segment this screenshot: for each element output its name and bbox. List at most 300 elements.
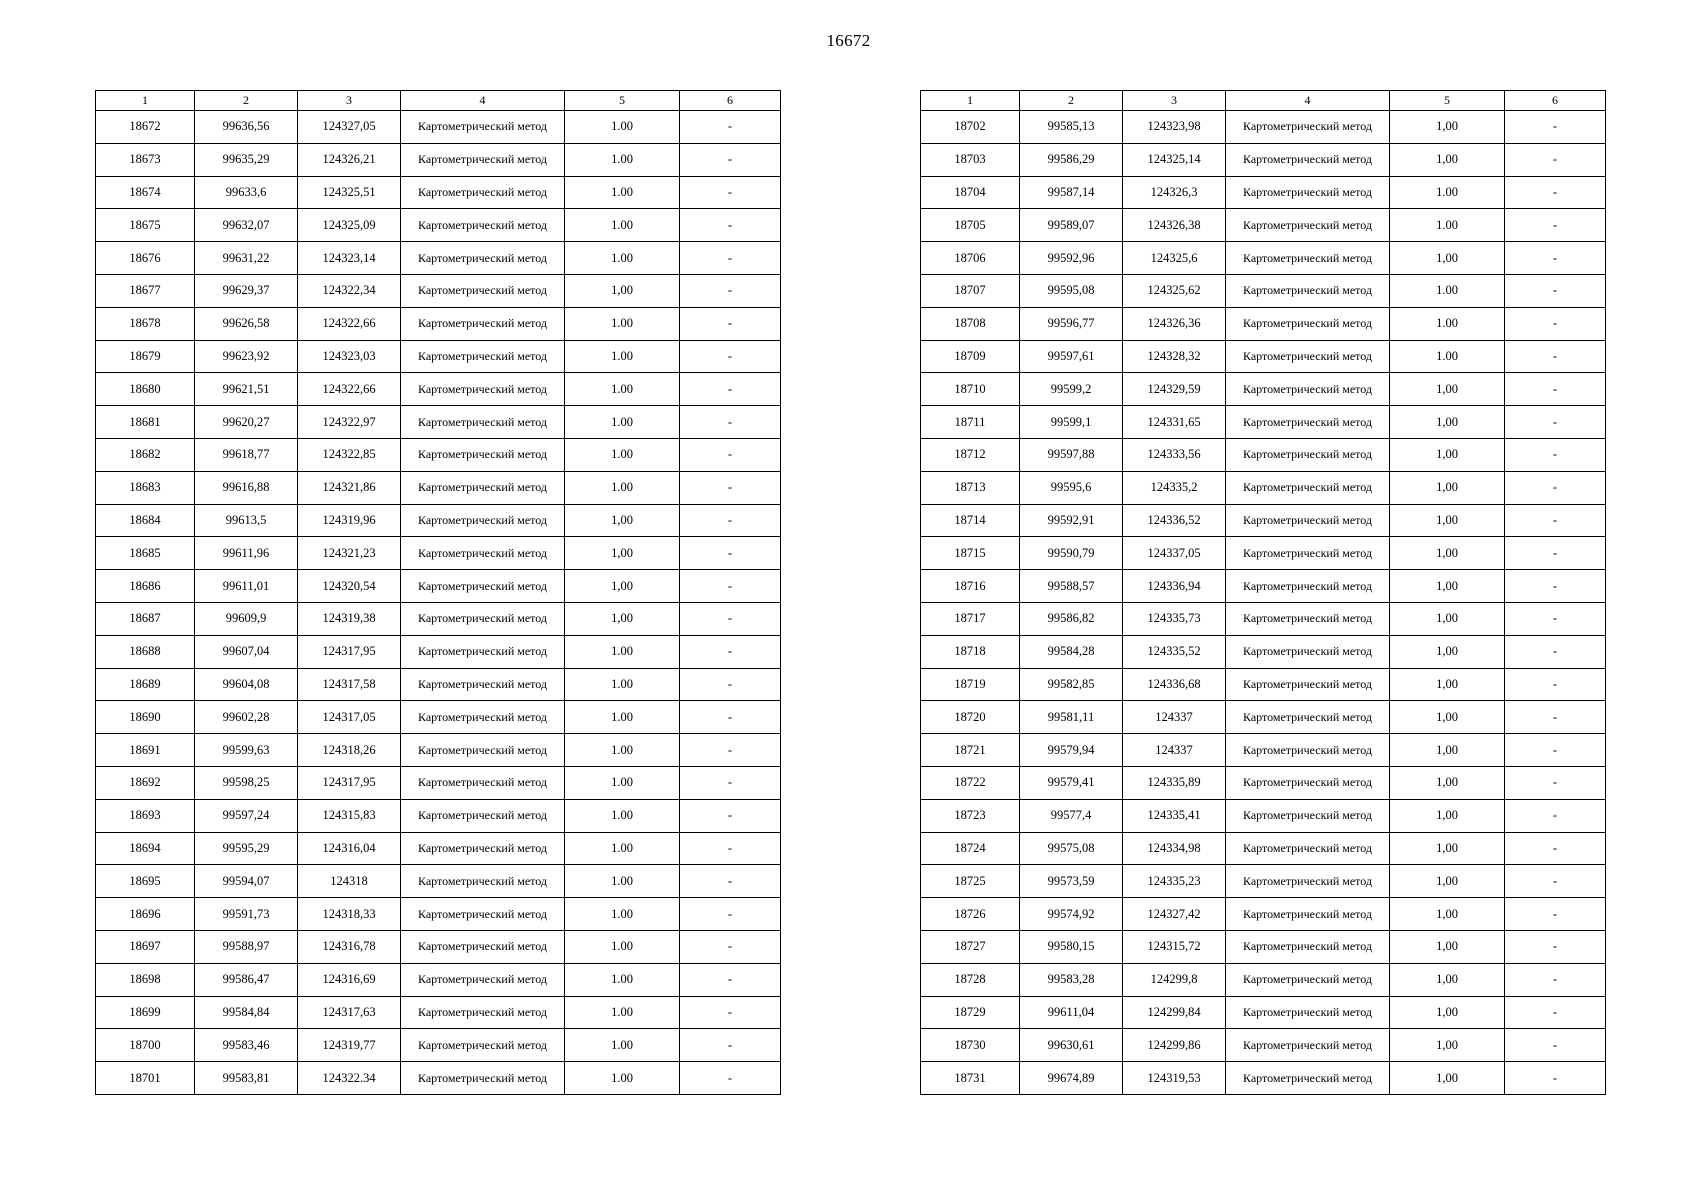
method-cell: Картометрический метод [401,209,565,242]
x-coordinate-cell: 99597,24 [195,799,298,832]
method-cell: Картометрический метод [1226,668,1390,701]
point-number-cell: 18679 [96,340,195,373]
x-coordinate-cell: 99635,29 [195,143,298,176]
accuracy-cell: 1.00 [565,1029,680,1062]
table-row [921,209,1606,242]
description-cell: - [680,471,781,504]
point-number-cell: 18701 [96,1062,195,1095]
y-coordinate-cell: 124336,68 [1123,668,1226,701]
description-cell: - [680,996,781,1029]
accuracy-cell: 1,00 [1390,406,1505,439]
method-cell: Картометрический метод [401,274,565,307]
y-coordinate-cell: 124318 [298,865,401,898]
table-header-row [921,91,1606,111]
method-cell: Картометрический метод [401,143,565,176]
x-coordinate-cell: 99594,07 [195,865,298,898]
y-coordinate-cell: 124328,32 [1123,340,1226,373]
point-number-cell: 18712 [921,438,1020,471]
x-coordinate-cell: 99577,4 [1020,799,1123,832]
y-coordinate-cell: 124331,65 [1123,406,1226,439]
y-coordinate-cell: 124319,77 [298,1029,401,1062]
column-header-2: 2 [195,91,298,111]
column-header-4: 4 [401,91,565,111]
accuracy-cell: 1,00 [1390,734,1505,767]
description-cell: - [680,209,781,242]
y-coordinate-cell: 124299,8 [1123,963,1226,996]
table-row [96,1029,781,1062]
accuracy-cell: 1.00 [1390,274,1505,307]
accuracy-cell: 1,00 [1390,799,1505,832]
y-coordinate-cell: 124335,89 [1123,766,1226,799]
method-cell: Картометрический метод [1226,865,1390,898]
coordinates-table-right [920,90,1606,1095]
y-coordinate-cell: 124325,14 [1123,143,1226,176]
point-number-cell: 18722 [921,766,1020,799]
x-coordinate-cell: 99607,04 [195,635,298,668]
method-cell: Картометрический метод [1226,1062,1390,1095]
description-cell: - [1505,176,1606,209]
table-row [96,930,781,963]
point-number-cell: 18727 [921,930,1020,963]
description-cell: - [680,668,781,701]
accuracy-cell: 1.00 [565,898,680,931]
x-coordinate-cell: 99636,56 [195,111,298,144]
y-coordinate-cell: 124335,41 [1123,799,1226,832]
point-number-cell: 18726 [921,898,1020,931]
y-coordinate-cell: 124336,52 [1123,504,1226,537]
accuracy-cell: 1,00 [1390,930,1505,963]
table-row [921,766,1606,799]
point-number-cell: 18708 [921,307,1020,340]
y-coordinate-cell: 124317,58 [298,668,401,701]
x-coordinate-cell: 99616,88 [195,471,298,504]
point-number-cell: 18676 [96,242,195,275]
point-number-cell: 18709 [921,340,1020,373]
column-header-5: 5 [1390,91,1505,111]
accuracy-cell: 1,00 [1390,471,1505,504]
description-cell: - [1505,865,1606,898]
accuracy-cell: 1,00 [1390,570,1505,603]
x-coordinate-cell: 99590,79 [1020,537,1123,570]
y-coordinate-cell: 124315,72 [1123,930,1226,963]
method-cell: Картометрический метод [401,766,565,799]
x-coordinate-cell: 99623,92 [195,340,298,373]
method-cell: Картометрический метод [1226,274,1390,307]
table-row [921,898,1606,931]
x-coordinate-cell: 99633,6 [195,176,298,209]
y-coordinate-cell: 124322,66 [298,307,401,340]
table-row [96,373,781,406]
accuracy-cell: 1.00 [565,176,680,209]
column-header-2: 2 [1020,91,1123,111]
point-number-cell: 18707 [921,274,1020,307]
point-number-cell: 18728 [921,963,1020,996]
y-coordinate-cell: 124317,63 [298,996,401,1029]
table-row [921,701,1606,734]
y-coordinate-cell: 124333,56 [1123,438,1226,471]
x-coordinate-cell: 99674,89 [1020,1062,1123,1095]
y-coordinate-cell: 124316,04 [298,832,401,865]
method-cell: Картометрический метод [1226,635,1390,668]
y-coordinate-cell: 124317,95 [298,635,401,668]
method-cell: Картометрический метод [401,799,565,832]
column-header-6: 6 [680,91,781,111]
table-row [921,471,1606,504]
accuracy-cell: 1,00 [1390,438,1505,471]
accuracy-cell: 1.00 [565,635,680,668]
table-row [96,209,781,242]
x-coordinate-cell: 99599,63 [195,734,298,767]
accuracy-cell: 1,00 [565,274,680,307]
x-coordinate-cell: 99573,59 [1020,865,1123,898]
y-coordinate-cell: 124319,53 [1123,1062,1226,1095]
accuracy-cell: 1,00 [1390,537,1505,570]
column-header-4: 4 [1226,91,1390,111]
point-number-cell: 18699 [96,996,195,1029]
method-cell: Картометрический метод [401,504,565,537]
point-number-cell: 18717 [921,602,1020,635]
y-coordinate-cell: 124317,05 [298,701,401,734]
table-row [921,537,1606,570]
point-number-cell: 18684 [96,504,195,537]
table-row [96,898,781,931]
y-coordinate-cell: 124327,42 [1123,898,1226,931]
description-cell: - [680,438,781,471]
y-coordinate-cell: 124325,6 [1123,242,1226,275]
y-coordinate-cell: 124322.34 [298,1062,401,1095]
x-coordinate-cell: 99631,22 [195,242,298,275]
point-number-cell: 18675 [96,209,195,242]
y-coordinate-cell: 124317,95 [298,766,401,799]
table-row [96,307,781,340]
accuracy-cell: 1.00 [565,963,680,996]
description-cell: - [680,143,781,176]
description-cell: - [1505,766,1606,799]
method-cell: Картометрический метод [1226,438,1390,471]
table-row [921,307,1606,340]
coordinates-table-left [95,90,781,1095]
description-cell: - [1505,832,1606,865]
method-cell: Картометрический метод [401,176,565,209]
accuracy-cell: 1.00 [565,734,680,767]
table-row [96,274,781,307]
method-cell: Картометрический метод [401,865,565,898]
method-cell: Картометрический метод [401,930,565,963]
table-row [921,570,1606,603]
description-cell: - [1505,1062,1606,1095]
point-number-cell: 18677 [96,274,195,307]
description-cell: - [1505,635,1606,668]
x-coordinate-cell: 99588,97 [195,930,298,963]
y-coordinate-cell: 124318,33 [298,898,401,931]
x-coordinate-cell: 99586,82 [1020,602,1123,635]
column-header-1: 1 [96,91,195,111]
table-row [921,176,1606,209]
x-coordinate-cell: 99579,94 [1020,734,1123,767]
point-number-cell: 18730 [921,1029,1020,1062]
point-number-cell: 18697 [96,930,195,963]
method-cell: Картометрический метод [401,635,565,668]
y-coordinate-cell: 124337,05 [1123,537,1226,570]
x-coordinate-cell: 99581,11 [1020,701,1123,734]
accuracy-cell: 1,00 [1390,1029,1505,1062]
table-row [96,668,781,701]
x-coordinate-cell: 99586,29 [1020,143,1123,176]
method-cell: Картометрический метод [1226,701,1390,734]
description-cell: - [680,406,781,439]
description-cell: - [680,766,781,799]
y-coordinate-cell: 124315,83 [298,799,401,832]
point-number-cell: 18687 [96,602,195,635]
x-coordinate-cell: 99597,61 [1020,340,1123,373]
x-coordinate-cell: 99575,08 [1020,832,1123,865]
table-row [96,537,781,570]
method-cell: Картометрический метод [401,340,565,373]
x-coordinate-cell: 99609,9 [195,602,298,635]
x-coordinate-cell: 99597,88 [1020,438,1123,471]
y-coordinate-cell: 124322,66 [298,373,401,406]
x-coordinate-cell: 99602,28 [195,701,298,734]
method-cell: Картометрический метод [401,438,565,471]
y-coordinate-cell: 124335,52 [1123,635,1226,668]
point-number-cell: 18721 [921,734,1020,767]
method-cell: Картометрический метод [401,701,565,734]
x-coordinate-cell: 99586,47 [195,963,298,996]
description-cell: - [680,242,781,275]
method-cell: Картометрический метод [1226,340,1390,373]
y-coordinate-cell: 124325,51 [298,176,401,209]
y-coordinate-cell: 124326,3 [1123,176,1226,209]
table-row [921,406,1606,439]
y-coordinate-cell: 124337 [1123,734,1226,767]
description-cell: - [1505,734,1606,767]
accuracy-cell: 1,00 [565,537,680,570]
description-cell: - [1505,701,1606,734]
method-cell: Картометрический метод [1226,373,1390,406]
y-coordinate-cell: 124323,14 [298,242,401,275]
method-cell: Картометрический метод [1226,799,1390,832]
method-cell: Картометрический метод [1226,734,1390,767]
point-number-cell: 18698 [96,963,195,996]
table-row [96,734,781,767]
x-coordinate-cell: 99583,28 [1020,963,1123,996]
x-coordinate-cell: 99599,2 [1020,373,1123,406]
table-row [921,143,1606,176]
description-cell: - [1505,307,1606,340]
accuracy-cell: 1,00 [1390,668,1505,701]
method-cell: Картометрический метод [1226,406,1390,439]
accuracy-cell: 1,00 [1390,602,1505,635]
x-coordinate-cell: 99584,28 [1020,635,1123,668]
x-coordinate-cell: 99629,37 [195,274,298,307]
x-coordinate-cell: 99632,07 [195,209,298,242]
method-cell: Картометрический метод [1226,176,1390,209]
table-row [921,832,1606,865]
y-coordinate-cell: 124316,78 [298,930,401,963]
accuracy-cell: 1,00 [1390,701,1505,734]
method-cell: Картометрический метод [401,996,565,1029]
description-cell: - [680,602,781,635]
point-number-cell: 18703 [921,143,1020,176]
method-cell: Картометрический метод [1226,832,1390,865]
description-cell: - [1505,898,1606,931]
y-coordinate-cell: 124318,26 [298,734,401,767]
point-number-cell: 18692 [96,766,195,799]
x-coordinate-cell: 99595,08 [1020,274,1123,307]
accuracy-cell: 1,00 [1390,996,1505,1029]
table-row [96,242,781,275]
point-number-cell: 18685 [96,537,195,570]
description-cell: - [680,373,781,406]
table-row [921,996,1606,1029]
table-row [921,111,1606,144]
accuracy-cell: 1,00 [1390,373,1505,406]
point-number-cell: 18693 [96,799,195,832]
y-coordinate-cell: 124299,86 [1123,1029,1226,1062]
description-cell: - [1505,209,1606,242]
method-cell: Картометрический метод [1226,930,1390,963]
accuracy-cell: 1.00 [565,406,680,439]
table-row [96,111,781,144]
table-row [921,1029,1606,1062]
method-cell: Картометрический метод [401,242,565,275]
point-number-cell: 18691 [96,734,195,767]
accuracy-cell: 1.00 [565,111,680,144]
y-coordinate-cell: 124320,54 [298,570,401,603]
x-coordinate-cell: 99584,84 [195,996,298,1029]
x-coordinate-cell: 99611,04 [1020,996,1123,1029]
accuracy-cell: 1.00 [565,373,680,406]
table-row [921,865,1606,898]
accuracy-cell: 1,00 [565,504,680,537]
table-row [96,766,781,799]
description-cell: - [680,963,781,996]
description-cell: - [1505,602,1606,635]
accuracy-cell: 1.00 [565,209,680,242]
point-number-cell: 18678 [96,307,195,340]
table-row [921,504,1606,537]
method-cell: Картометрический метод [401,898,565,931]
x-coordinate-cell: 99620,27 [195,406,298,439]
description-cell: - [1505,930,1606,963]
accuracy-cell: 1.00 [565,996,680,1029]
y-coordinate-cell: 124323,03 [298,340,401,373]
method-cell: Картометрический метод [1226,602,1390,635]
method-cell: Картометрический метод [1226,143,1390,176]
accuracy-cell: 1.00 [565,930,680,963]
column-header-5: 5 [565,91,680,111]
y-coordinate-cell: 124322,97 [298,406,401,439]
accuracy-cell: 1,00 [1390,1062,1505,1095]
table-row [96,832,781,865]
description-cell: - [680,898,781,931]
x-coordinate-cell: 99592,96 [1020,242,1123,275]
method-cell: Картометрический метод [401,537,565,570]
table-row [921,602,1606,635]
x-coordinate-cell: 99621,51 [195,373,298,406]
x-coordinate-cell: 99589,07 [1020,209,1123,242]
accuracy-cell: 1.00 [1390,176,1505,209]
x-coordinate-cell: 99574,92 [1020,898,1123,931]
table-row [96,602,781,635]
method-cell: Картометрический метод [401,111,565,144]
y-coordinate-cell: 124337 [1123,701,1226,734]
y-coordinate-cell: 124325,62 [1123,274,1226,307]
y-coordinate-cell: 124334,98 [1123,832,1226,865]
accuracy-cell: 1,00 [1390,766,1505,799]
method-cell: Картометрический метод [1226,766,1390,799]
table-row [96,570,781,603]
point-number-cell: 18716 [921,570,1020,603]
point-number-cell: 18696 [96,898,195,931]
description-cell: - [1505,996,1606,1029]
description-cell: - [1505,668,1606,701]
column-header-6: 6 [1505,91,1606,111]
accuracy-cell: 1.00 [565,701,680,734]
point-number-cell: 18725 [921,865,1020,898]
accuracy-cell: 1.00 [565,143,680,176]
point-number-cell: 18690 [96,701,195,734]
x-coordinate-cell: 99626,58 [195,307,298,340]
point-number-cell: 18674 [96,176,195,209]
x-coordinate-cell: 99592,91 [1020,504,1123,537]
x-coordinate-cell: 99587,14 [1020,176,1123,209]
accuracy-cell: 1,00 [1390,111,1505,144]
x-coordinate-cell: 99604,08 [195,668,298,701]
description-cell: - [680,537,781,570]
table-row [921,635,1606,668]
x-coordinate-cell: 99585,13 [1020,111,1123,144]
table-row [921,799,1606,832]
method-cell: Картометрический метод [1226,963,1390,996]
method-cell: Картометрический метод [1226,570,1390,603]
table-header-row [96,91,781,111]
table-row [921,242,1606,275]
accuracy-cell: 1.00 [565,766,680,799]
point-number-cell: 18689 [96,668,195,701]
x-coordinate-cell: 99611,01 [195,570,298,603]
description-cell: - [680,176,781,209]
description-cell: - [680,570,781,603]
x-coordinate-cell: 99630,61 [1020,1029,1123,1062]
accuracy-cell: 1.00 [1390,307,1505,340]
description-cell: - [1505,274,1606,307]
y-coordinate-cell: 124326,38 [1123,209,1226,242]
accuracy-cell: 1,00 [1390,898,1505,931]
description-cell: - [1505,570,1606,603]
table-row [96,635,781,668]
description-cell: - [1505,471,1606,504]
description-cell: - [680,930,781,963]
table-row [921,963,1606,996]
description-cell: - [1505,504,1606,537]
point-number-cell: 18673 [96,143,195,176]
method-cell: Картометрический метод [401,307,565,340]
description-cell: - [1505,373,1606,406]
method-cell: Картометрический метод [1226,111,1390,144]
x-coordinate-cell: 99588,57 [1020,570,1123,603]
y-coordinate-cell: 124329,59 [1123,373,1226,406]
table-row [96,340,781,373]
accuracy-cell: 1.00 [1390,340,1505,373]
table-row [96,406,781,439]
x-coordinate-cell: 99598,25 [195,766,298,799]
point-number-cell: 18719 [921,668,1020,701]
table-row [96,438,781,471]
method-cell: Картометрический метод [401,1029,565,1062]
method-cell: Картометрический метод [401,734,565,767]
y-coordinate-cell: 124335,73 [1123,602,1226,635]
